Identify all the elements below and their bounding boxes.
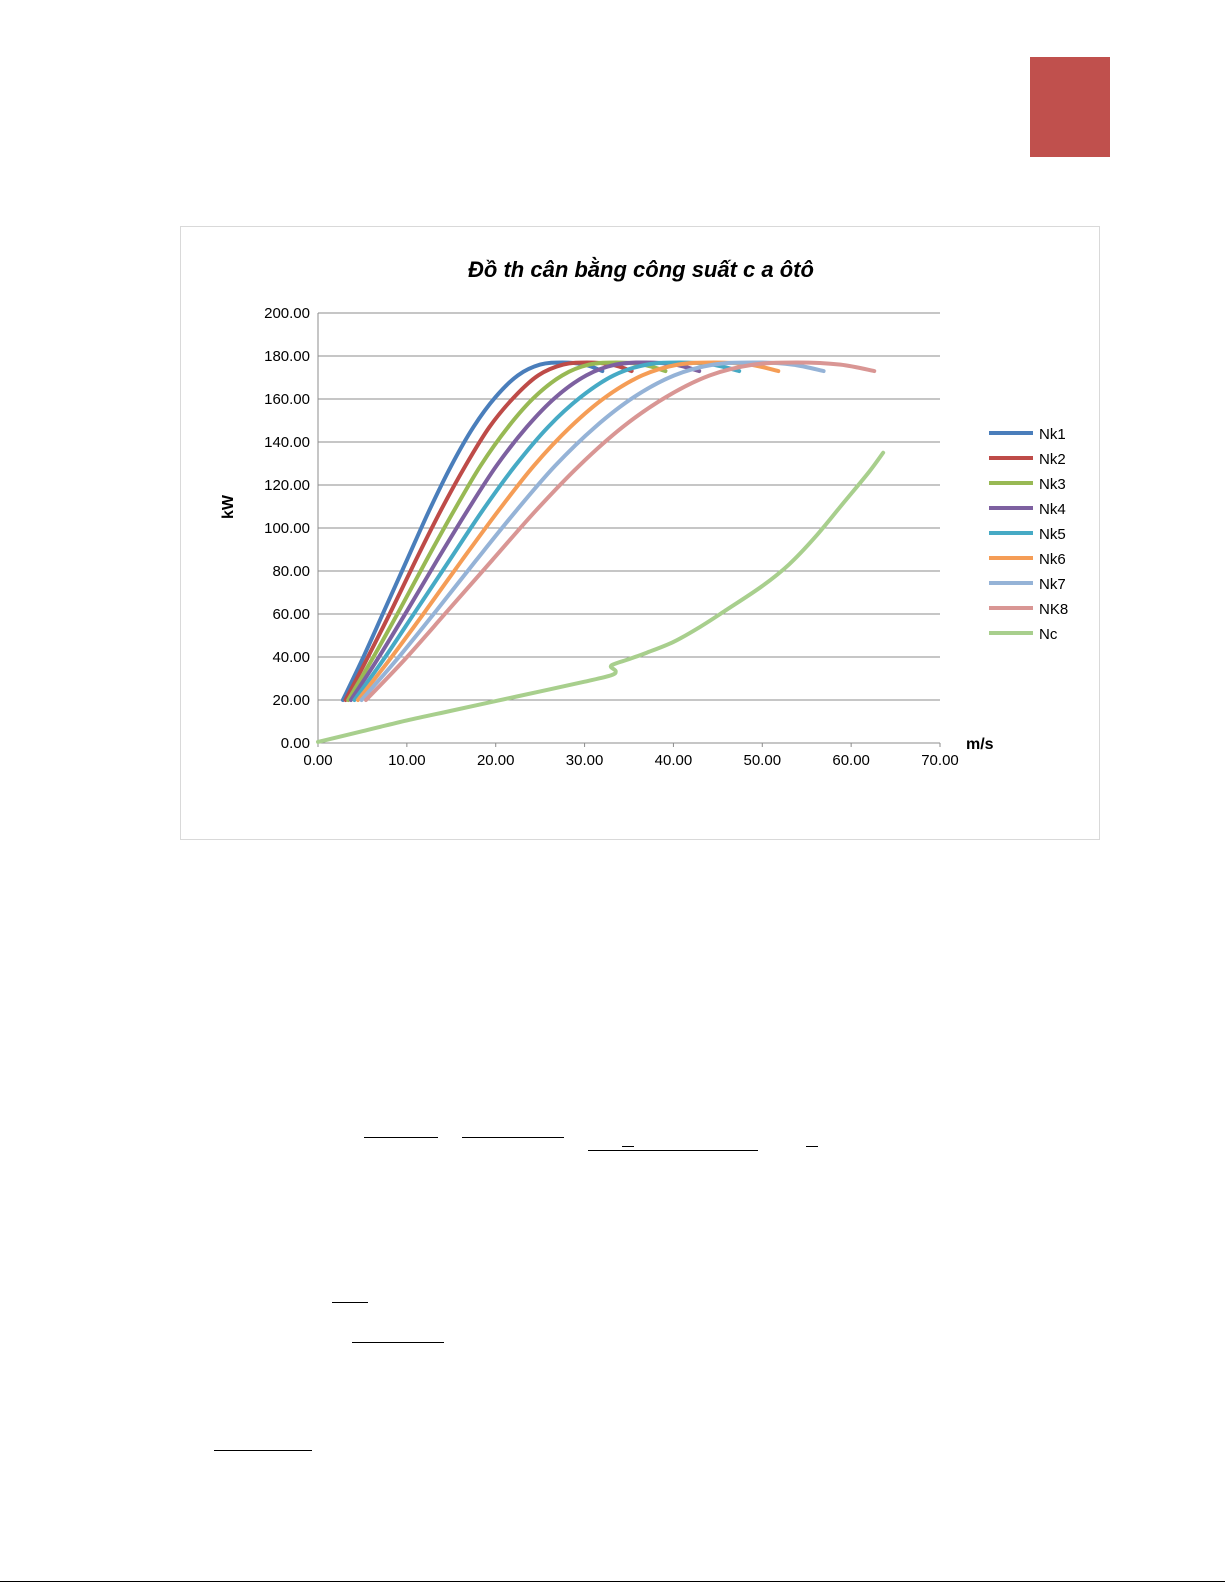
y-tick-label: 160.00: [264, 391, 310, 408]
fraction-bar: [352, 1342, 444, 1343]
fraction-bar: [588, 1150, 758, 1151]
x-axis-label: m/s: [966, 736, 994, 753]
x-tick-label: 10.00: [388, 752, 426, 769]
y-tick-label: 80.00: [272, 563, 310, 580]
legend-label: Nk7: [1039, 576, 1066, 593]
y-tick-label: 120.00: [264, 477, 310, 494]
x-tick-label: 50.00: [743, 752, 782, 769]
legend-label: Nc: [1039, 626, 1058, 643]
legend-label: Nk6: [1039, 551, 1066, 568]
fraction-bar: [806, 1146, 818, 1147]
legend-label: Nk3: [1039, 476, 1066, 493]
fraction-bar: [462, 1137, 564, 1138]
chart-container: [180, 226, 1100, 840]
x-tick-label: 40.00: [654, 752, 693, 769]
y-tick-label: 60.00: [272, 606, 310, 623]
x-tick-label: 60.00: [832, 752, 870, 769]
y-tick-label: 140.00: [264, 434, 310, 451]
y-tick-label: 200.00: [264, 305, 310, 322]
legend-label: Nk1: [1039, 426, 1066, 443]
x-tick-label: 70.00: [921, 752, 959, 769]
y-tick-label: 180.00: [264, 348, 310, 365]
corner-color-block: [1030, 57, 1110, 157]
legend-label: Nk2: [1039, 451, 1066, 468]
legend-label: Nk4: [1039, 501, 1066, 518]
x-tick-label: 0.00: [303, 752, 333, 769]
fraction-bar: [332, 1302, 368, 1303]
power-balance-chart: [181, 227, 1101, 841]
y-tick-label: 40.00: [272, 649, 310, 666]
y-axis-label: kW: [220, 495, 237, 519]
fraction-bar: [214, 1450, 312, 1451]
fraction-bar: [364, 1137, 438, 1138]
y-tick-label: 100.00: [264, 520, 310, 537]
y-tick-label: 0.00: [280, 735, 310, 752]
x-tick-label: 30.00: [565, 752, 604, 769]
fraction-bar: [622, 1146, 634, 1147]
legend-label: NK8: [1039, 601, 1069, 618]
y-tick-label: 20.00: [272, 692, 310, 709]
legend-label: Nk5: [1039, 526, 1066, 543]
chart-title: Đồ th cân bằng công suất c a ôtô: [468, 257, 814, 282]
series-line-nc: [318, 453, 883, 742]
x-tick-label: 20.00: [476, 752, 515, 769]
page-bottom-rule: [0, 1581, 1225, 1582]
